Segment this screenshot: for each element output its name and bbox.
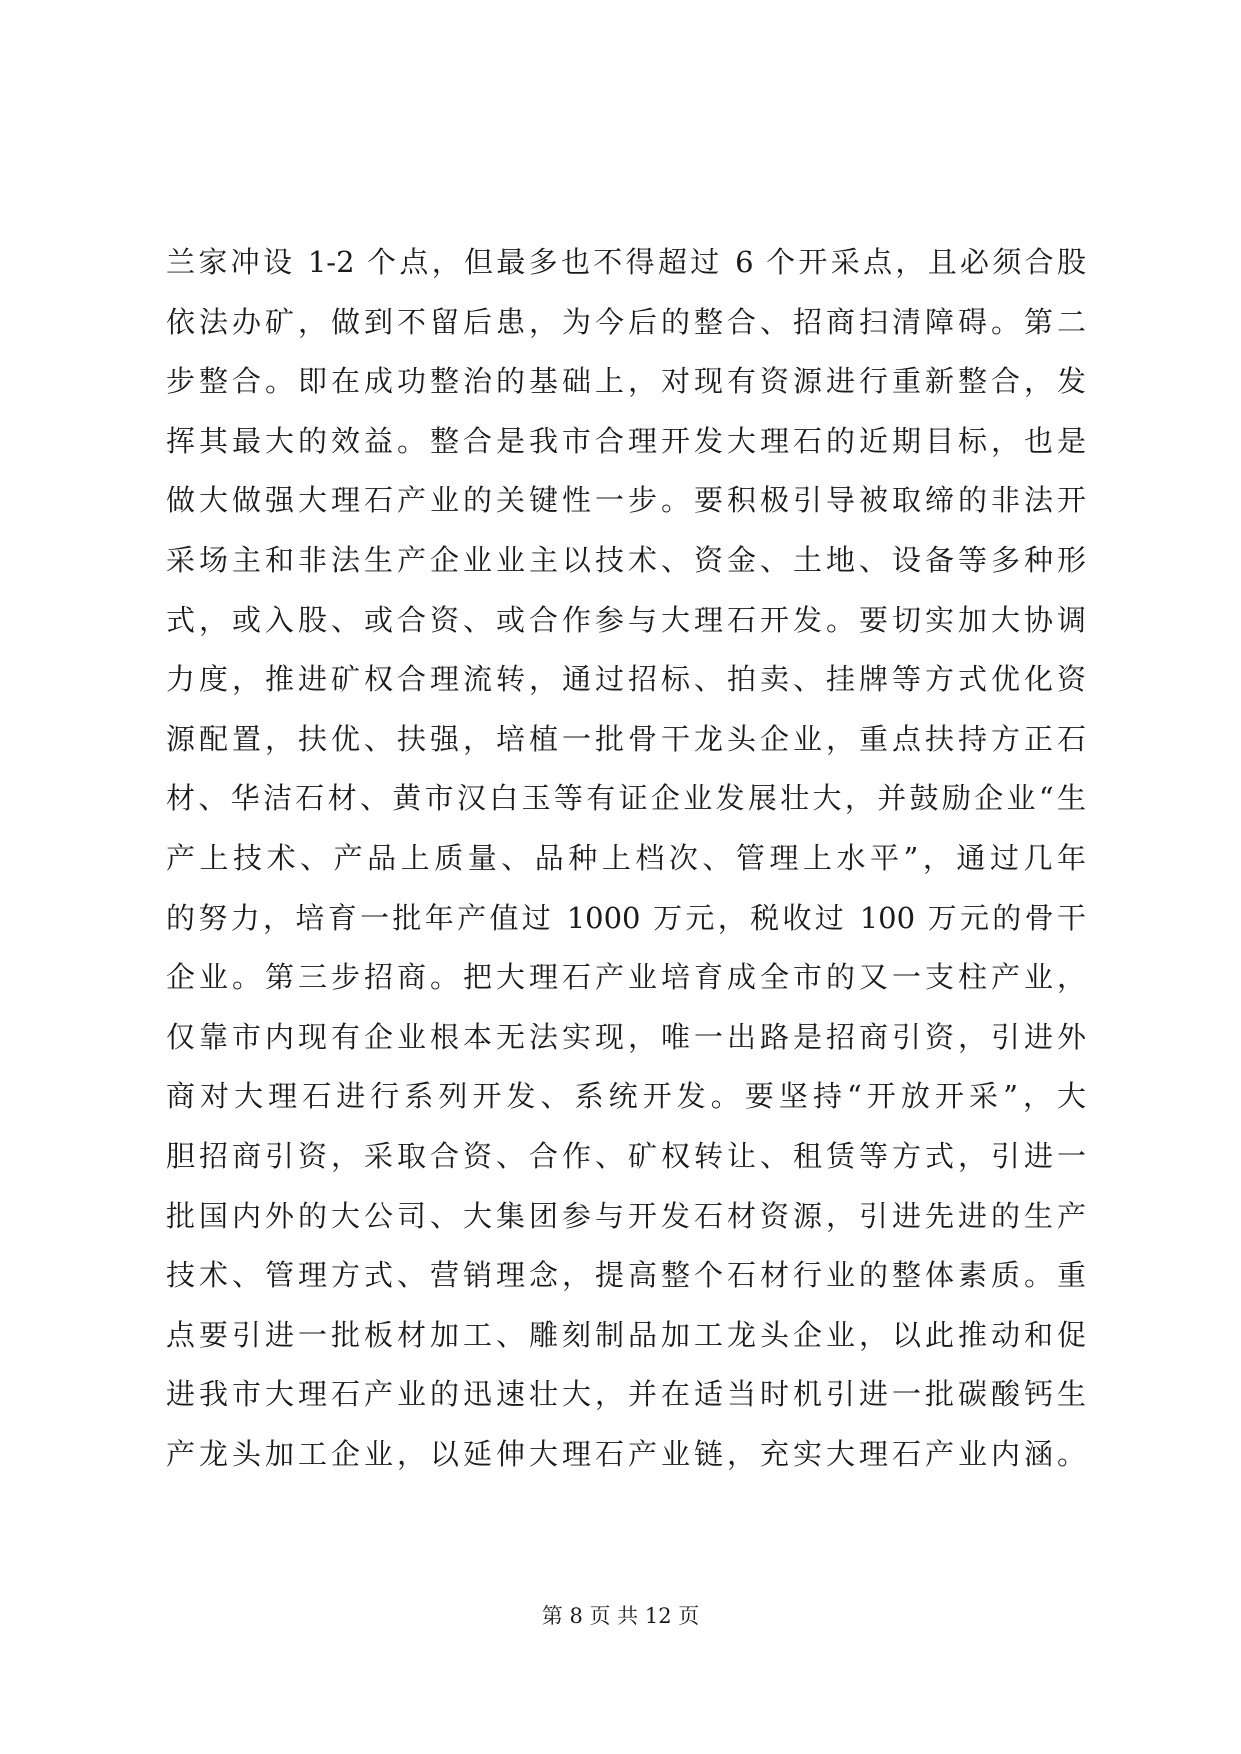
text-line: 的努力，培育一批年产值过 1000 万元，税收过 100 万元的骨干: [166, 900, 1086, 935]
page-number-footer: 第 8 页 共 12 页: [541, 1604, 700, 1628]
text-line: 做大做强大理石产业的关键性一步。要积极引导被取缔的非法开: [166, 483, 1086, 518]
body-paragraph: [166, 233, 1086, 1484]
text-line: 点要引进一批板材加工、雕刻制品加工龙头企业，以此推动和促: [166, 1317, 1086, 1352]
text-line: 企业。第三步招商。把大理石产业培育成全市的又一支柱产业，: [166, 960, 1086, 995]
text-line: 兰家冲设 1-2 个点，但最多也不得超过 6 个开采点，且必须合股: [166, 245, 1086, 279]
text-line: 依法办矿，做到不留后患，为今后的整合、招商扫清障碍。第二: [166, 304, 1086, 339]
text-line: 式，或入股、或合资、或合作参与大理石开发。要切实加大协调: [166, 602, 1086, 637]
text-line: 步整合。即在成功整治的基础上，对现有资源进行重新整合，发: [166, 364, 1086, 399]
text-line: 源配置，扶优、扶强，培植一批骨干龙头企业，重点扶持方正石: [166, 721, 1086, 756]
text-line: 进我市大理石产业的迅速壮大，并在适当时机引进一批碳酸钙生: [166, 1377, 1086, 1412]
text-line: 商对大理石进行系列开发、系统开发。要坚持“开放开采”，大: [166, 1079, 1086, 1114]
text-line: 产上技术、产品上质量、品种上档次、管理上水平”，通过几年: [166, 840, 1086, 875]
text-line: 材、华洁石材、黄市汉白玉等有证企业发展壮大，并鼓励企业“生: [166, 781, 1086, 816]
text-line: 挥其最大的效益。整合是我市合理开发大理石的近期目标，也是: [166, 423, 1086, 458]
text-line: 力度，推进矿权合理流转，通过招标、拍卖、挂牌等方式优化资: [166, 662, 1086, 697]
text-line: 产龙头加工企业，以延伸大理石产业链，充实大理石产业内涵。: [166, 1436, 1086, 1471]
text-line: 技术、管理方式、营销理念，提高整个石材行业的整体素质。重: [166, 1258, 1086, 1293]
text-line: 仅靠市内现有企业根本无法实现，唯一出路是招商引资，引进外: [166, 1019, 1086, 1054]
text-line: 采场主和非法生产企业业主以技术、资金、土地、设备等多种形: [166, 542, 1086, 577]
text-line: 批国内外的大公司、大集团参与开发石材资源，引进先进的生产: [166, 1198, 1086, 1233]
text-line: 胆招商引资，采取合资、合作、矿权转让、租赁等方式，引进一: [166, 1138, 1086, 1173]
